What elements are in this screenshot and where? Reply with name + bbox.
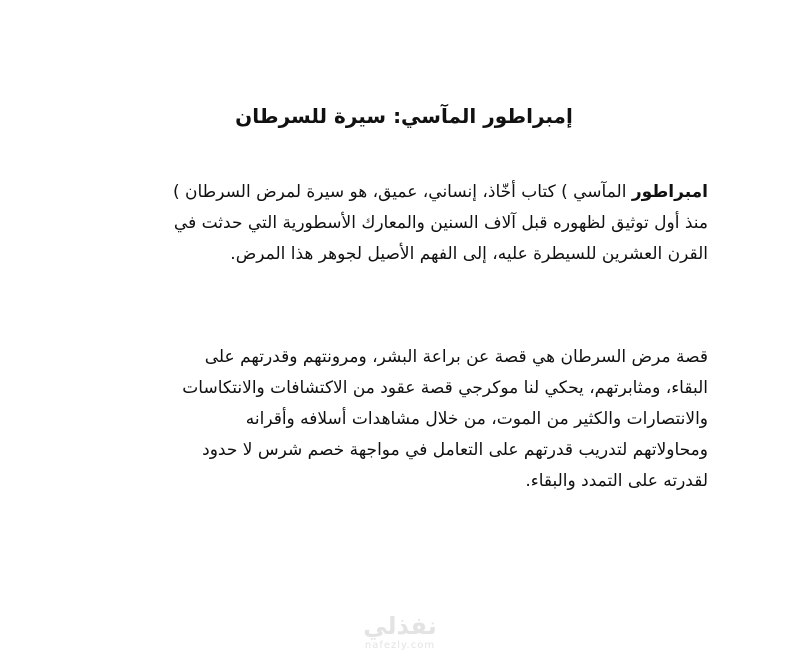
watermark-name: نفذلي [363, 612, 437, 640]
paragraph-intro [123, 177, 708, 270]
paragraph-line: ومحاولاتهم لتدريب قدرتهم على التعامل في مواجهة خصم شرس لا حدود [202, 440, 708, 460]
paragraph-line [123, 177, 708, 208]
watermark-logo [340, 612, 460, 652]
book-name-bold: امبراطور [631, 182, 708, 202]
paragraph-line: والانتصارات والكثير من الموت، من خلال مشاهدات أسلافه وأقرانه [245, 409, 708, 429]
paragraph-line: منذ أول توثيق لظهوره قبل آلاف السنين والمعارك الأسطورية التي حدثت في [173, 213, 708, 233]
paragraph-line: لقدرته على التمدد والبقاء. [525, 471, 708, 491]
paragraph-story [123, 342, 708, 497]
line-text: المآسي ) كتاب أخّاذ، إنساني، عميق، هو سيرة لمرض السرطان ) [172, 182, 632, 202]
paragraph-line: قصة مرض السرطان هي قصة عن براعة البشر، ومرونتهم وقدرتهم على [204, 347, 708, 367]
paragraph-line: القرن العشرين للسيطرة عليه، إلى الفهم الأصيل لجوهر هذا المرض. [230, 244, 708, 264]
document-title: إمبراطور المآسي: سيرة للسرطان [235, 104, 573, 128]
paragraph-line: البقاء، ومثابرتهم، يحكي لنا موكرجي قصة عقود من الاكتشافات والانتكاسات [182, 378, 708, 398]
watermark-url: nafezly.com [364, 640, 436, 651]
